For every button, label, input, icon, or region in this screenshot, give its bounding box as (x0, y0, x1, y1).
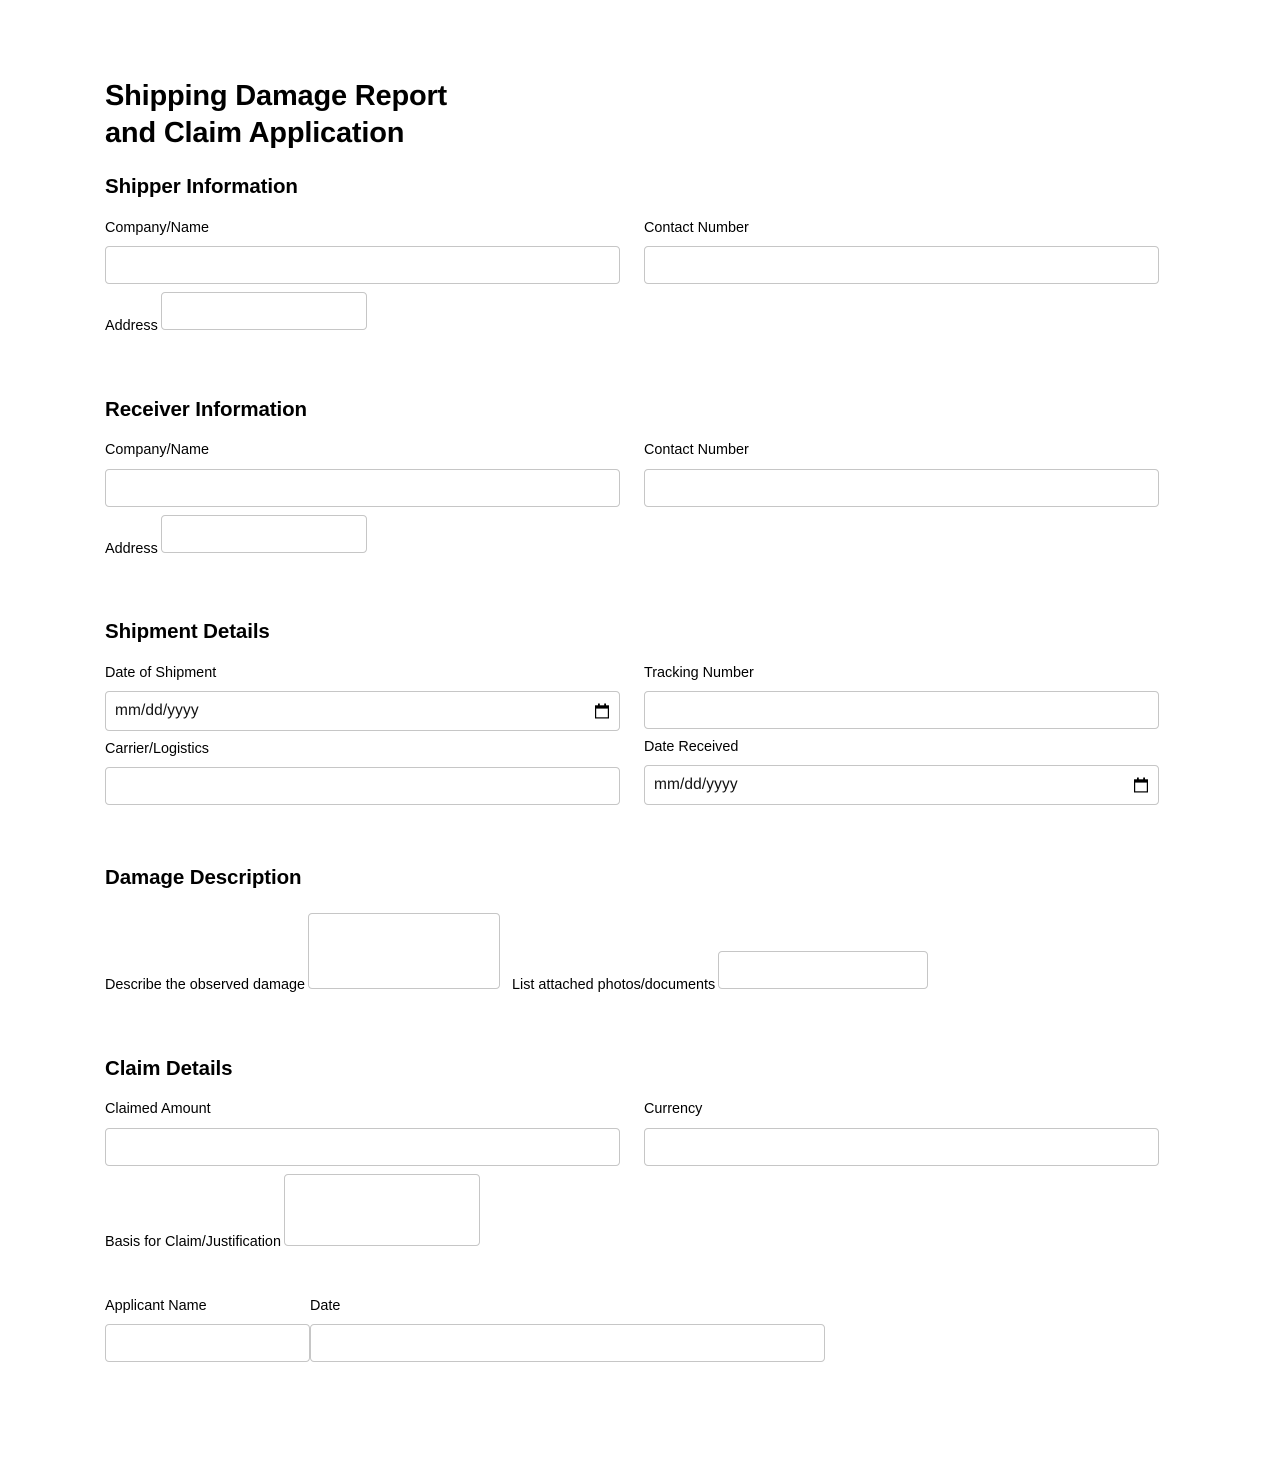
claim-basis-row (105, 1174, 1159, 1252)
tracking-number-label: Tracking Number (644, 664, 754, 681)
claim-fields-grid (105, 1100, 1159, 1165)
signature-date-field (310, 1297, 825, 1362)
receiver-address-textarea[interactable] (161, 515, 367, 553)
form-body (105, 78, 1159, 1362)
shipper-left-column (105, 219, 620, 284)
carrier-logistics-label: Carrier/Logistics (105, 741, 209, 758)
date-of-shipment-placeholder: mm/dd/yyyy (115, 702, 199, 720)
applicant-name-input[interactable] (105, 1324, 310, 1362)
section-heading-shipper: Shipper Information (105, 175, 298, 199)
receiver-fields-grid (105, 441, 1159, 506)
claim-left-column (105, 1100, 620, 1165)
section-heading-shipment: Shipment Details (105, 620, 270, 643)
signature-date-input[interactable] (310, 1324, 825, 1362)
shipper-contact-input[interactable] (644, 246, 1159, 284)
shipment-fields-grid (105, 664, 1159, 806)
currency-label: Currency (644, 1101, 703, 1118)
date-received-field (644, 738, 1159, 805)
receiver-left-column (105, 441, 620, 506)
receiver-contact-input[interactable] (644, 469, 1159, 507)
attachments-textarea[interactable] (718, 951, 928, 989)
shipper-company-label: Company/Name (105, 219, 209, 236)
page-title-line-2: and Claim Application (105, 116, 405, 149)
receiver-address-label: Address (105, 540, 158, 557)
section-heading-receiver: Receiver Information (105, 397, 307, 421)
receiver-company-input[interactable] (105, 469, 620, 507)
shipment-right-column (644, 664, 1159, 806)
calendar-icon[interactable] (595, 704, 609, 719)
date-received-label: Date Received (644, 739, 739, 756)
describe-damage-label: Describe the observed damage (105, 977, 305, 994)
shipper-right-column (644, 219, 1159, 284)
shipper-address-label: Address (105, 318, 158, 335)
shipment-left-column (105, 664, 620, 806)
date-received-placeholder: mm/dd/yyyy (654, 776, 738, 794)
shipper-address-textarea[interactable] (161, 292, 367, 330)
section-heading-damage: Damage Description (105, 866, 302, 890)
date-received-input[interactable] (644, 765, 1159, 805)
tracking-number-input[interactable] (644, 691, 1159, 729)
date-of-shipment-input[interactable] (105, 691, 620, 731)
receiver-right-column (644, 441, 1159, 506)
claimed-amount-input[interactable] (105, 1128, 620, 1166)
section-claim-details (105, 1057, 1159, 1252)
carrier-field (105, 740, 620, 805)
applicant-name-label: Applicant Name (105, 1297, 207, 1314)
currency-input[interactable] (644, 1128, 1159, 1166)
receiver-contact-label: Contact Number (644, 442, 749, 459)
section-damage-description (105, 866, 1159, 995)
shipper-contact-label: Contact Number (644, 219, 749, 236)
section-shipment-details (105, 620, 1159, 805)
receiver-company-label: Company/Name (105, 442, 209, 459)
claimed-amount-label: Claimed Amount (105, 1101, 211, 1118)
section-heading-claim: Claim Details (105, 1056, 233, 1080)
basis-for-claim-textarea[interactable] (284, 1174, 480, 1246)
applicant-name-field (105, 1297, 310, 1362)
attachments-label: List attached photos/documents (512, 977, 716, 994)
shipper-address-row (105, 292, 1159, 336)
section-receiver-information (105, 398, 1159, 559)
signature-row (105, 1297, 1159, 1362)
shipper-fields-grid (105, 219, 1159, 284)
claim-right-column (644, 1100, 1159, 1165)
basis-for-claim-label: Basis for Claim/Justification (105, 1233, 281, 1250)
carrier-logistics-input[interactable] (105, 767, 620, 805)
receiver-address-row (105, 515, 1159, 559)
section-shipper-information (105, 175, 1159, 336)
date-of-shipment-label: Date of Shipment (105, 664, 217, 681)
signature-date-label: Date (310, 1297, 341, 1314)
describe-damage-textarea[interactable] (308, 913, 500, 989)
page-title-line-1: Shipping Damage Report (105, 80, 448, 112)
page-title (105, 78, 665, 151)
damage-description-row (105, 913, 1159, 995)
calendar-icon[interactable] (1134, 778, 1148, 793)
shipper-company-input[interactable] (105, 246, 620, 284)
